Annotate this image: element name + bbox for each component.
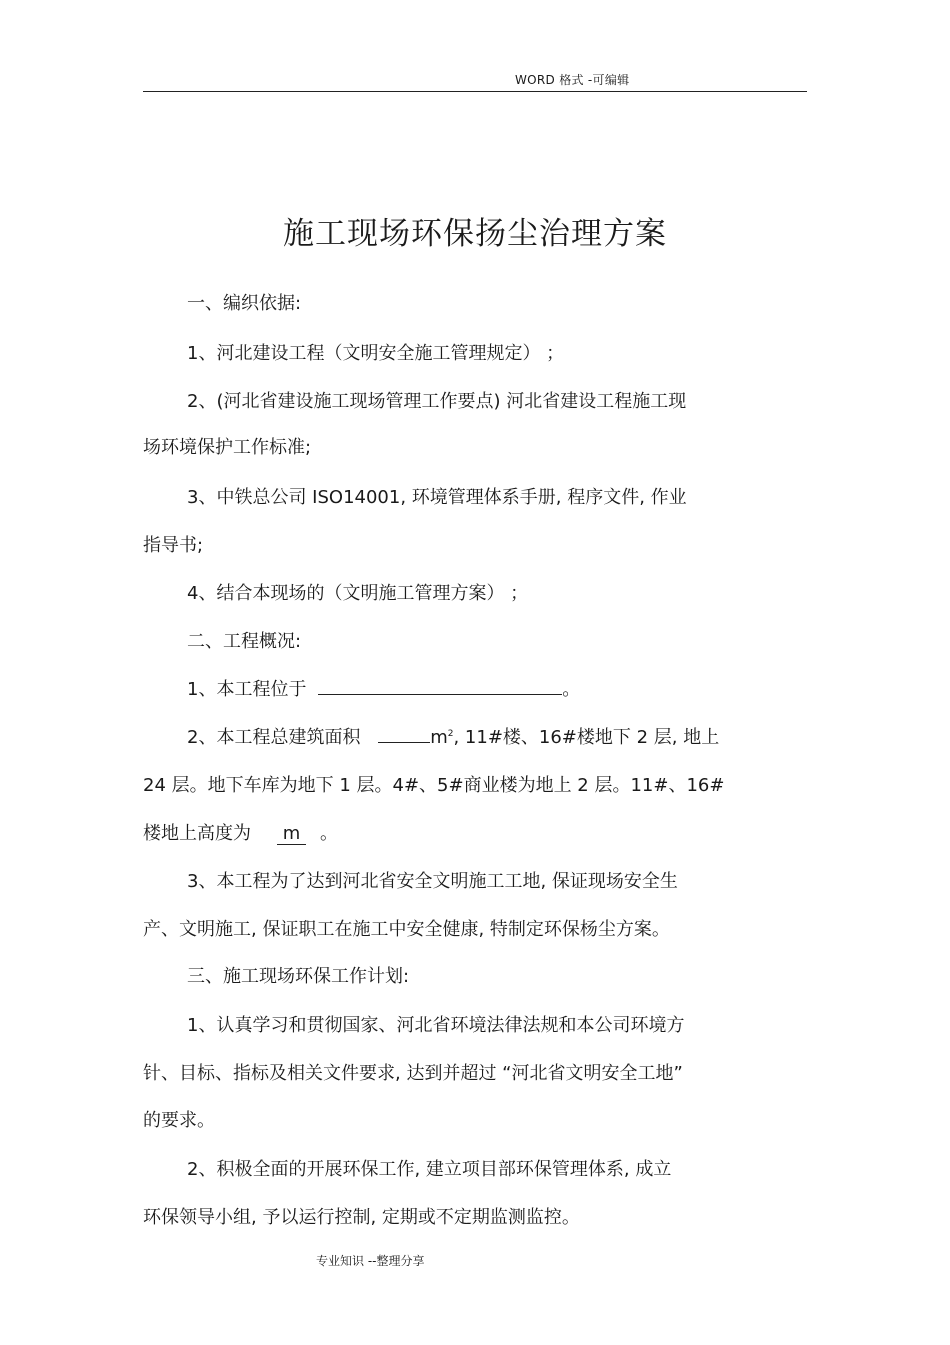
area-label: 2、本工程总建筑面积 (187, 727, 361, 748)
section-1-item-3-line-1: 3、中铁总公司 ISO14001, 环境管理体系手册, 程序文件, 作业 (187, 487, 687, 508)
section-1-item-2-line-1: 2、(河北省建设施工现场管理工作要点) 河北省建设工程施工现 (187, 391, 687, 412)
location-label: 1、本工程位于 (187, 679, 307, 700)
document-title: 施工现场环保扬尘治理方案 (283, 216, 667, 252)
location-end: 。 (562, 679, 581, 700)
section-2-item-2-line-1 (187, 723, 719, 749)
section-3-item-1-line-2: 针、目标、指标及相关文件要求, 达到并超过 “河北省文明安全工地” (143, 1063, 683, 1084)
height-label: 楼地上高度为 (143, 823, 251, 844)
section-2-item-1 (187, 675, 580, 701)
section-3-item-1-line-3: 的要求。 (143, 1110, 215, 1131)
section-1-item-1: 1、河北建设工程（文明安全施工管理规定） ； (187, 343, 565, 364)
area-rest: , 11#楼、16#楼地下 2 层, 地上 (453, 727, 720, 748)
section-1-item-3-line-2: 指导书; (143, 535, 204, 556)
height-end: 。 (320, 823, 339, 844)
area-unit-sup: 2 (447, 729, 454, 739)
section-3-item-1-line-1: 1、认真学习和贯彻国家、河北省环境法律法规和本公司环境方 (187, 1015, 685, 1036)
page-footer: 专业知识 --整理分享 (316, 1254, 425, 1268)
section-2-item-2-line-3 (143, 819, 338, 845)
section-3-item-2-line-2: 环保领导小组, 予以运行控制, 定期或不定期监测监控。 (143, 1207, 580, 1228)
section-2-item-3-line-1: 3、本工程为了达到河北省安全文明施工工地, 保证现场安全生 (187, 871, 678, 892)
height-value: m (277, 823, 307, 845)
area-unit: m (430, 727, 448, 748)
section-2-item-3-line-2: 产、文明施工, 保证职工在施工中安全健康, 特制定环保杨尘方案。 (143, 919, 670, 940)
section-2-heading: 二、工程概况: (187, 631, 302, 652)
section-1-item-4: 4、结合本现场的（文明施工管理方案） ； (187, 583, 529, 604)
section-1-heading: 一、编织依据: (187, 293, 302, 314)
header-rule (143, 91, 807, 92)
section-3-item-2-line-1: 2、积极全面的开展环保工作, 建立项目部环保管理体系, 成立 (187, 1159, 672, 1180)
area-blank (378, 726, 430, 743)
section-1-item-2-line-2: 场环境保护工作标准; (143, 437, 312, 458)
section-2-item-2-line-2: 24 层。地下车库为地下 1 层。4#、5#商业楼为地上 2 层。11#、16# (143, 775, 725, 796)
location-blank (318, 678, 562, 695)
section-3-heading: 三、施工现场环保工作计划: (187, 966, 410, 987)
page-header: WORD 格式 -可编辑 (515, 73, 630, 87)
